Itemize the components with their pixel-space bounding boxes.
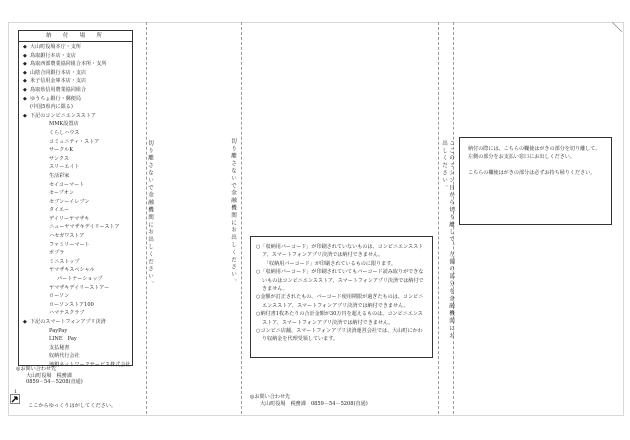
payment-place-label: くらしハウス <box>49 129 80 136</box>
vertical-note-1: 切り離さないで金融機関にお出しください。 <box>147 140 153 288</box>
payment-place-item <box>23 352 132 361</box>
payment-place-item <box>23 215 132 224</box>
payment-place-item <box>23 327 132 336</box>
page-number: 1 <box>14 390 17 395</box>
bullet-icon: ◆ <box>23 86 27 93</box>
payment-place-item <box>23 103 132 112</box>
payment-place-label: コミュニティ・ストア <box>49 138 100 145</box>
payment-place-label: 米子信用金庫本店・支店 <box>30 78 87 85</box>
payment-place-label: ファミリーマート <box>49 241 90 248</box>
payment-place-label: 地銀ネットワークサービス株式会社 <box>49 361 131 368</box>
payment-place-item <box>23 77 132 86</box>
payment-place-item <box>23 189 132 198</box>
payment-place-label: 鳥取県信用農業協同組合 <box>30 86 87 93</box>
payment-place-label: 鳥取銀行本店・支店 <box>30 52 76 59</box>
bullet-icon: ◆ <box>23 78 27 85</box>
vertical-note-3: ここのミシン目から切り離して、左側の部分を金融機関にお出しください。 <box>441 140 454 340</box>
notice-item: 「収納用バーコード」が印刷されているものに限ります。 <box>264 260 397 267</box>
payment-place-label: タイエー <box>49 207 70 214</box>
payment-place-item <box>23 60 132 69</box>
payment-place-item <box>23 232 132 241</box>
payment-place-label: 鳥取西部農業協同組合本所・支所 <box>30 61 107 68</box>
payment-place-item <box>23 284 132 293</box>
payment-place-label: ハマナスクラブ <box>49 310 85 317</box>
payment-place-label: パートナーショップ <box>57 276 103 283</box>
notice-item: ○「収納用バーコード」が印刷されていないものは、コンビニエンスストア、スマートフォンアプリ決済では納付できません。 <box>256 244 424 259</box>
bullet-icon: ◆ <box>23 112 27 119</box>
payment-place-item <box>23 120 132 129</box>
payment-place-label: セーブオン <box>49 190 74 197</box>
payment-place-item <box>23 223 132 232</box>
fold-corner-icon <box>612 22 622 32</box>
payment-place-label: デイリーヤマザキ <box>49 215 90 222</box>
bullet-icon: ◆ <box>23 52 27 59</box>
notice-item: ○コンビニ店舗、スマートフォンアプリ決済運営会社では、大山町にかわり収納金を代理受領しています。 <box>256 328 423 343</box>
payment-place-item <box>23 129 132 138</box>
payment-place-label: ローソン <box>49 293 70 300</box>
contact-phone: 0859－54－5208(直通) <box>26 379 83 386</box>
notice-item: ○「収納用バーコード」が印刷されていてもバーコード読み取りができないものはコンビニエンスストア、スマートフォンアプリ決済では納付できません。 <box>256 269 424 293</box>
payment-place-label: ゆうちょ銀行・郵便局 <box>30 95 81 102</box>
peel-arrow-icon <box>10 394 20 404</box>
payment-place-label: 下記のスマートフォンアプリ決済 <box>30 319 106 325</box>
payment-place-label: 大山町役場本庁・支所 <box>30 44 81 50</box>
payment-places-title: 納 付 場 所 <box>19 31 132 42</box>
perforation-line <box>438 22 439 414</box>
payment-place-label: 山陰合同銀行本店・支店 <box>30 69 87 76</box>
payment-place-item <box>23 301 132 310</box>
payment-place-label: スリーエイト <box>49 164 80 171</box>
right-instruction-1: 納付の際には、こちらの欄使はがきの部分を切り離して、左側の部分をお支払い窓口にお出しください。 <box>468 146 601 160</box>
payment-place-item <box>23 249 132 258</box>
payment-place-label: サークルK <box>49 147 74 154</box>
bullet-icon: ◆ <box>23 95 27 102</box>
contact-heading: ◎お問い合わせ先 <box>16 366 57 372</box>
payment-place-label: (中国5県内に限る) <box>30 104 73 111</box>
payment-place-item <box>23 138 132 147</box>
payment-place-item <box>23 86 132 95</box>
payment-place-label: セイコーマート <box>49 181 85 188</box>
middle-contact-heading: ◎お問い合わせ先 <box>250 394 291 400</box>
payment-place-item <box>23 266 132 275</box>
perforation-line <box>241 22 242 414</box>
payment-places-box <box>18 30 133 366</box>
payment-place-label: ミニストップ <box>49 258 80 265</box>
payment-place-item <box>23 163 132 172</box>
peel-instruction: ここからゆっくりはがしてください。 <box>28 403 117 409</box>
notice-item: ○金額が訂正されたもの、バーコード使用期限が過ぎたものは、コンビニエンスストア、スマートフォンアプリ決済では納付できません。 <box>256 294 424 309</box>
bullet-icon: ◆ <box>23 44 27 50</box>
middle-contact <box>250 394 368 407</box>
payment-place-label: ニューヤマザキデイリーストア <box>49 224 120 231</box>
payment-place-label: LINE Pay <box>49 336 77 343</box>
contact-info <box>16 366 83 386</box>
right-instruction-2: こちらの欄使はがきの部分は必ずお持ち帰りください。 <box>468 170 596 176</box>
middle-contact-line: 大山町役場 税務課 0859－54－5208(直通) <box>260 400 368 407</box>
payment-place-item <box>23 112 132 121</box>
payment-place-item <box>23 206 132 215</box>
payment-place-label: 下記のコンビニエンスストア <box>30 112 96 119</box>
payment-place-item <box>23 198 132 207</box>
payment-place-label: ローソンストア100 <box>49 301 94 308</box>
payment-place-item <box>23 172 132 181</box>
payment-place-item <box>23 52 132 61</box>
payment-place-item <box>23 258 132 267</box>
payment-place-label: セブンーイレブン <box>49 198 90 205</box>
payment-place-item <box>23 95 132 104</box>
payment-place-label: 収納代行会社 <box>49 353 80 360</box>
bullet-icon: ◆ <box>23 69 27 76</box>
payment-place-item <box>23 292 132 301</box>
right-instructions-box <box>459 137 612 225</box>
payment-place-label: ハセガワストア <box>49 233 85 240</box>
payment-place-item <box>23 318 132 327</box>
payment-place-item <box>23 43 132 52</box>
payment-places-list <box>19 42 132 370</box>
payment-place-item <box>23 146 132 155</box>
payment-place-item <box>23 275 132 284</box>
payment-place-item <box>23 309 132 318</box>
bullet-icon: ◆ <box>23 61 27 68</box>
payment-place-label: サンクス <box>49 155 69 162</box>
payment-place-item <box>23 69 132 78</box>
payment-place-label: PayPay <box>49 327 68 334</box>
payment-place-label: ポプラ <box>49 250 65 257</box>
payment-place-label: ヤマザキスペシャル <box>49 267 95 274</box>
payment-place-item <box>23 155 132 164</box>
notice-item: ○納付書1枚あたりの合計金額が30万円を超えるものは、コンビニエンスストア、スマートフォンアプリ決済では納付できません。 <box>256 311 423 326</box>
bullet-icon: ◆ <box>23 319 27 325</box>
contact-dept: 大山町役場 税務課 <box>26 372 72 379</box>
payment-place-label: 生活彩家 <box>49 172 70 179</box>
payment-place-label: ヤマザキデイリーストアー <box>49 284 110 291</box>
payment-place-item <box>23 181 132 190</box>
notice-box <box>250 236 433 358</box>
payment-place-item <box>23 335 132 344</box>
payment-place-label: MMK設置店 <box>49 121 79 128</box>
vertical-note-2: 切り離さないで金融機関にお出しください。 <box>230 138 236 286</box>
payment-place-label: 支払秘書 <box>49 344 70 351</box>
payment-place-item <box>23 241 132 250</box>
payment-place-item <box>23 344 132 353</box>
